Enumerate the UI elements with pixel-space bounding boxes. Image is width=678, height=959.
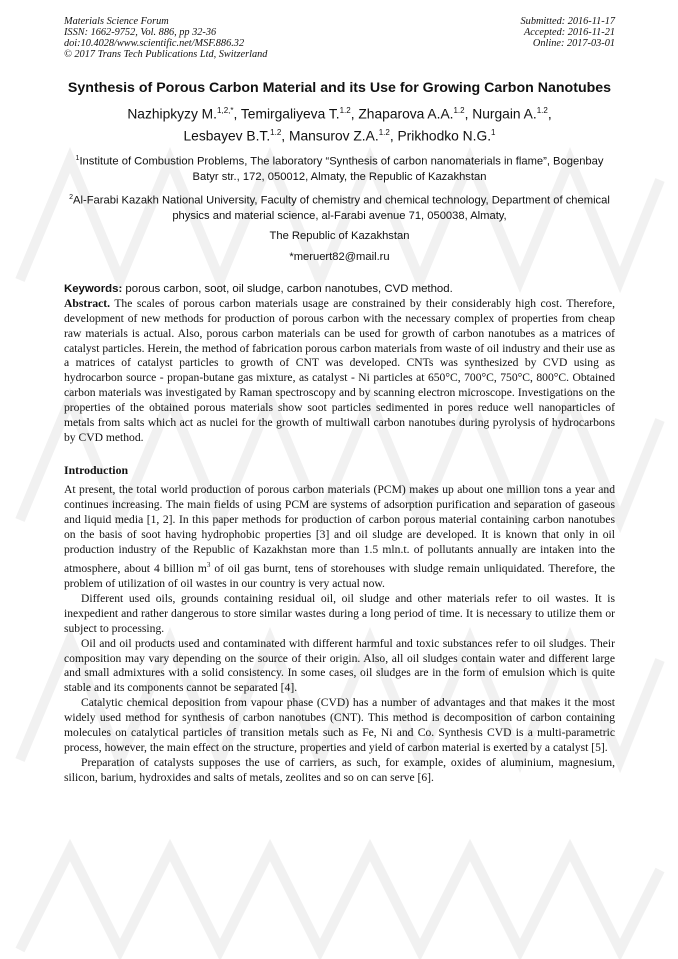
keywords — [64, 282, 615, 297]
accepted-date: Accepted: 2016-11-21 — [523, 27, 615, 38]
affiliation-marker: 1 — [75, 155, 80, 163]
author-affil: 1,2,* — [217, 106, 234, 115]
affiliation-country: The Republic of Kazakhstan — [269, 229, 410, 242]
journal-issn: ISSN: 1662-9752, Vol. 886, pp 32-36 — [64, 27, 217, 38]
author-affil: 1.2 — [378, 127, 390, 137]
intro-paragraph-5: Preparation of catalysts supposes the use of carriers, as such, for example, oxides of aluminium, magnesium, silicon, barium, hydroxides and salts of metals, zeolites and so on can serve [6]. — [64, 756, 615, 785]
intro-paragraph-3: Oil and oil products used and contaminated with different harmful and toxic substances refer to oil sludges. Their composition may vary depending on the source of their origin. Also, all oil sludges contain water and different large and small admixtures with a solid consistency. In some cases, oil sludges are in the form of emulsion which is quite stable and its components cannot be separated [4]. — [64, 636, 615, 695]
journal-copyright: © 2017 Trans Tech Publications Ltd, Switzerland — [64, 49, 268, 60]
intro-text: of oil gas burnt, tens of storehouses with sludge remain unliquidated. Therefore, the problem of utilization of oil wastes in our country is very actual now. — [64, 561, 616, 590]
section-heading-introduction: Introduction — [64, 463, 129, 478]
affiliation-marker: 2 — [69, 193, 74, 201]
intro-text: At present, the total world production of porous carbon materials (PCM) makes up about one million tons a year and continues increasing. The main fields of using PCM are systems of adsorption purification and separation of gaseous and liquid media [1, 2]. In this paper methods for production of carbon porous material containing carbon nanotubes on the basis of soot having hydrophobic properties [3] and oil sludge are developed. It is known that only in oil production industry of the Republic of Kazakhstan more than 1.5 mln.t. of pollutants annually are intaken into the atmosphere, about 4 billion m — [64, 483, 615, 575]
abstract-text: The scales of porous carbon materials usage are constrained by their considerably high cost. Therefore, development of new methods for production of porous carbon with the necessary complex of properties from cheap raw materials is actual. Also, porous carbon materials can be used for growth of carbon nanotubes as a matrices of catalyst particles. Herein, the method of fabrication porous carbon materials from waste of oil industry and their use as a matrices of catalyst particles to growth of CNT was developed. CNTs was synthesized by CVD using as hydrocarbon source - propan-butane gas mixture, as catalyst - Ni particles at 650°C, 700°C, 750°C, 800°C. Obtained carbon materials was investigated by Raman spectroscopy and by scanning electron microscope. Investigations on the properties of the obtained porous materials show soot particles sedimented in pores reduce well nanoparticles of metals from salts which act as nuclei for the growth of multiwall carbon nanotubes during pyrolysis of hydrocarbons by CVD method. — [64, 296, 615, 445]
author-affil: 1.2 — [536, 106, 548, 115]
author-name: Zhaparova A.A. — [358, 106, 454, 122]
submission-dates — [521, 16, 615, 49]
author-affil: 1.2 — [453, 106, 465, 115]
author-name: Nazhipkyzy M. — [127, 106, 218, 122]
journal-doi: doi:10.4028/www.scientific.net/MSF.886.32 — [64, 38, 245, 49]
keywords-label: Keywords: — [64, 282, 123, 295]
affiliation-2 — [64, 190, 615, 224]
online-date: Online: 2017-03-01 — [532, 38, 615, 49]
affiliation-text: Institute of Combustion Problems, The laboratory “Synthesis of carbon nanomaterials in flame”, Bogenbay Batyr str., 172, 050012, Almaty, the Republic of Kazakhstan — [79, 155, 604, 183]
superscript: 3 — [206, 560, 211, 569]
author-affil: 1.2 — [339, 106, 351, 115]
intro-paragraph-4: Catalytic chemical deposition from vapour phase (CVD) has a number of advantages and that makes it the most widely used method for synthesis of carbon nanotubes (CNT). This method is decomposition of carbon containing molecules on catalytical particles of transition metals such as Fe, Ni and Co. Synthesis CVD is a multi-parametric process, however, the main effect on the structure, properties and yield of carbon material is exerted by a catalyst [5]. — [64, 696, 615, 755]
abstract — [64, 297, 615, 447]
author-name: Prikhodko N.G. — [397, 128, 492, 144]
author-name: Lesbayev B.T. — [183, 128, 271, 144]
abstract-label: Abstract. — [64, 296, 111, 310]
author-list: Nazhipkyzy M.$^{1,2,*}$, Temirgaliyeva T.$^{1.2}$, Zhaparova A.A.$^{1.2}$, Nurgain A.$^{1.2}$, Lesbayev B.T.$^{1.2}$, Mansurov Z.A.$^{1.2}$, Prikhodko N.G.$^1$ — [127, 106, 552, 144]
author-affil: 1.2 — [270, 127, 282, 137]
paper-title: Synthesis of Porous Carbon Material and its Use for Growing Carbon Nanotubes — [67, 80, 612, 96]
author-name: Mansurov Z.A. — [288, 128, 379, 144]
affiliation-text: Al-Farabi Kazakh National University, Faculty of chemistry and chemical technology, Department of chemical physics and material science, al-Farabi avenue 71, 050038, Almaty, — [73, 194, 610, 222]
author-affil: 1 — [491, 127, 496, 137]
intro-paragraph-2: Different used oils, grounds containing residual oil, oil sludge and other materials refer to oil wastes. It is inexpedient and rather dangerous to store similar wastes during a long period of time. It is necessary to utilize them or subject to processing. — [64, 591, 615, 635]
corresponding-email[interactable]: *meruert82@mail.ru — [289, 250, 390, 263]
journal-info — [64, 16, 267, 60]
introduction-body — [64, 483, 615, 786]
submitted-date: Submitted: 2016-11-17 — [520, 16, 615, 27]
journal-name: Materials Science Forum — [64, 16, 169, 27]
affiliation-1 — [64, 151, 615, 185]
author-name: Temirgaliyeva T. — [240, 106, 340, 122]
author-name: Nurgain A. — [472, 106, 537, 122]
paper-content — [64, 80, 615, 786]
intro-paragraph-1 — [64, 483, 615, 592]
keywords-text: porous carbon, soot, oil sludge, carbon nanotubes, CVD method. — [122, 282, 453, 295]
